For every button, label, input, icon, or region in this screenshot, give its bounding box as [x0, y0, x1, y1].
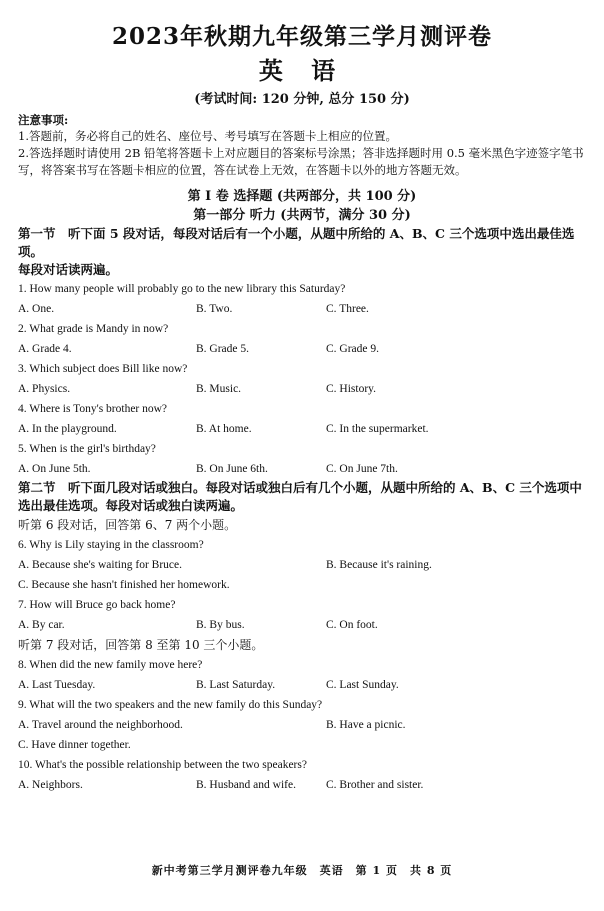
- option-b: B. On June 6th.: [196, 463, 268, 475]
- option-c: C. Grade 9.: [326, 343, 380, 355]
- page-footer: 新中考第三学月测评卷九年级 英语 第 1 页 共 8 页: [151, 864, 453, 877]
- options-row: [18, 339, 586, 359]
- question-text: 3. Which subject does Bill like now?: [18, 363, 188, 375]
- group-label: 听第 7 段对话，回答第 8 至第 10 三个小题。: [18, 638, 264, 652]
- option-b: B. By bus.: [196, 619, 245, 631]
- question-4: [18, 399, 586, 439]
- options-row: [18, 419, 586, 439]
- question-8: [18, 655, 586, 695]
- question-7: [18, 595, 586, 635]
- options-row: [18, 675, 586, 695]
- option-c: C. Brother and sister.: [326, 779, 424, 791]
- options-row: [18, 775, 586, 795]
- question-10: [18, 755, 586, 795]
- question-text: 9. What will the two speakers and the new family do this Sunday?: [18, 699, 323, 711]
- options-row: [18, 555, 586, 575]
- option-a: A. Travel around the neighborhood.: [18, 719, 183, 731]
- question-text: 2. What grade is Mandy in now?: [18, 323, 169, 335]
- option-b: B. Last Saturday.: [196, 679, 276, 691]
- question-5: [18, 439, 586, 479]
- option-c: C. In the supermarket.: [326, 423, 429, 435]
- note-item: 2.答选择题时请使用 2B 铅笔将答题卡上对应题目的答案标号涂黑；答非选择题时用 0.5 毫米黑色字迹签字笔书写，将答案书写在答题卡相应的位置，答在试卷上无效，在答题卡以外的地方答题无效。: [18, 146, 584, 177]
- option-b: B. Grade 5.: [196, 343, 250, 355]
- volume-title: 第 I 卷 选择题 (共两部分，共 100 分): [187, 189, 417, 204]
- option-c: C. History.: [326, 383, 377, 395]
- options-row: [18, 715, 586, 735]
- question-text: 5. When is the girl's birthday?: [18, 443, 156, 455]
- option-b: B. Have a picnic.: [326, 719, 406, 731]
- question-text: 6. Why is Lily staying in the classroom?: [18, 539, 204, 551]
- section2-instruction: 第二节 听下面几段对话或独白。每段对话或独白后有几个小题，从题中所给的 A、B、C 三个选项中选出最佳选项。每段对话或独白读两遍。: [18, 480, 582, 513]
- note-item: 1.答题前，务必将自己的姓名、座位号、考号填写在答题卡上相应的位置。: [18, 129, 397, 143]
- option-c: C. On June 7th.: [326, 463, 398, 475]
- option-a: A. In the playground.: [18, 423, 117, 435]
- option-c: C. Last Sunday.: [326, 679, 399, 691]
- option-a: A. Neighbors.: [18, 779, 83, 791]
- section1-instruction: 第一节 听下面 5 段对话，每段对话后有一个小题，从题中所给的 A、B、C 三个选项中选出最佳选项。: [18, 226, 575, 259]
- question-text: 7. How will Bruce go back home?: [18, 599, 176, 611]
- question-3: [18, 359, 586, 399]
- question-9: [18, 695, 586, 755]
- options-row: [18, 459, 586, 479]
- question-text: 10. What's the possible relationship between the two speakers?: [18, 759, 307, 771]
- option-b: B. Husband and wife.: [196, 779, 296, 791]
- section1-note: 每段对话读两遍。: [18, 262, 119, 277]
- subject-title: 英 语: [258, 56, 346, 85]
- option-a: A. One.: [18, 303, 55, 315]
- question-text: 8. When did the new family move here?: [18, 659, 203, 671]
- part-title: 第一部分 听力 (共两节，满分 30 分): [193, 208, 411, 223]
- options-row: [18, 379, 586, 399]
- option-b: B. Two.: [196, 303, 233, 315]
- question-text: 1. How many people will probably go to the new library this Saturday?: [18, 283, 346, 295]
- option-a: A. By car.: [18, 619, 65, 631]
- question-1: [18, 279, 586, 319]
- option-a: A. Because she's waiting for Bruce.: [18, 559, 182, 571]
- option-a: A. Last Tuesday.: [18, 679, 96, 691]
- exam-title: 2023年秋期九年级第三学月测评卷: [111, 23, 492, 50]
- option-c: C. Three.: [326, 303, 369, 315]
- option-b: B. Because it's raining.: [326, 559, 432, 571]
- option-a: A. Grade 4.: [18, 343, 72, 355]
- option-c: C. Have dinner together.: [18, 739, 131, 751]
- notes-heading: 注意事项:: [18, 113, 69, 127]
- option-c: C. On foot.: [326, 619, 378, 631]
- option-b: B. At home.: [196, 423, 252, 435]
- option-b: B. Music.: [196, 383, 242, 395]
- question-text: 4. Where is Tony's brother now?: [18, 403, 168, 415]
- exam-info: (考试时间: 120 分钟, 总分 150 分): [194, 92, 410, 107]
- option-a: A. On June 5th.: [18, 463, 91, 475]
- options-row: [18, 299, 586, 319]
- option-c: C. Because she hasn't finished her homework.: [18, 579, 230, 591]
- question-6: [18, 535, 586, 595]
- question-2: [18, 319, 586, 359]
- option-a: A. Physics.: [18, 383, 71, 395]
- options-row: [18, 615, 586, 635]
- group-label: 听第 6 段对话，回答第 6、7 两个小题。: [18, 518, 237, 532]
